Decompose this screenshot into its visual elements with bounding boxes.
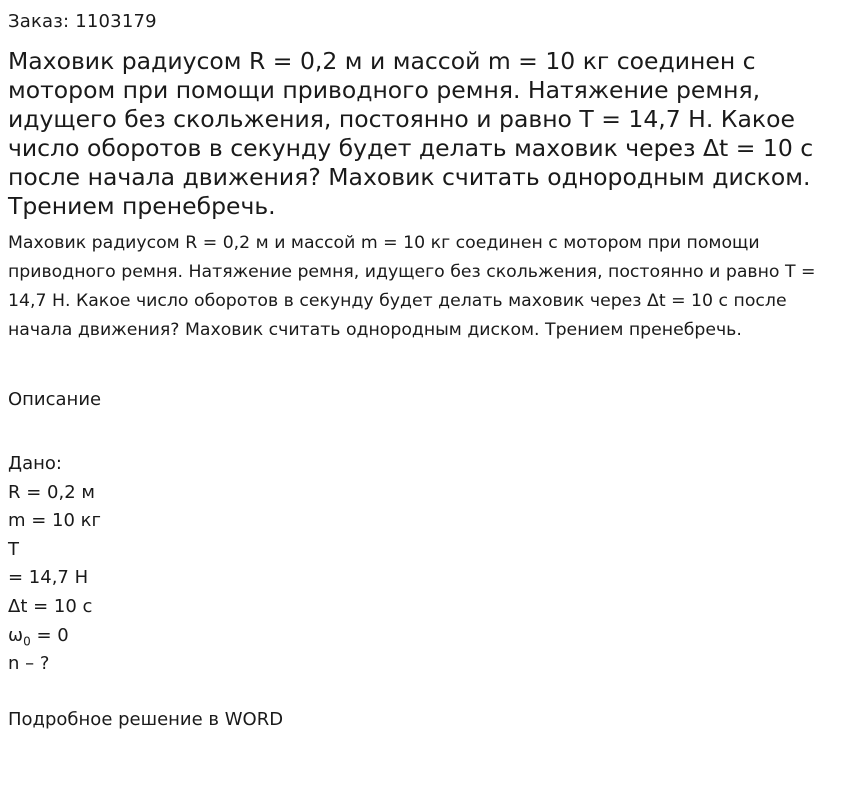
given-line-omega [8, 622, 101, 651]
omega-symbol: ω [8, 624, 24, 646]
description-label: Описание [8, 389, 102, 410]
given-line-mass: m = 10 кг [8, 510, 102, 532]
given-line-time: Δt = 10 с [8, 595, 93, 617]
order-number: Заказ: 1103179 [8, 11, 157, 32]
problem-statement: Маховик радиусом R = 0,2 м и массой m = 10 кг соединен с мотором при помощи приводного ремня. Натяжение ремня, идущего без скольжения, постоянно и равно T = 14,7 Н. Какое число оборотов в секунду будет делать маховик через Δt = 10 с после начала движения? Маховик считать однородным диском. Трением пренебречь. [8, 233, 816, 340]
solution-note: Подробное решение в WORD [8, 709, 284, 730]
given-line-radius: R = 0,2 м [8, 481, 95, 503]
given-line-unknown: n – ? [8, 653, 50, 675]
problem-title: Маховик радиусом R = 0,2 м и массой m = 10 кг соединен с мотором при помощи приводного ремня. Натяжение ремня, идущего без скольжения, постоянно и равно T = 14,7 Н. Какое число оборотов в секунду будет делать маховик через Δt = 10 с после начала движения? Маховик считать однородным диском. Трением пренебречь. [8, 47, 814, 220]
omega-value: = 0 [30, 624, 69, 646]
given-header: Дано: [8, 453, 62, 474]
omega-subscript: 0 [23, 634, 31, 649]
given-line-tension-value: = 14,7 Н [8, 567, 89, 589]
given-line-tension-symbol: T [8, 538, 19, 560]
given-section [8, 450, 101, 679]
